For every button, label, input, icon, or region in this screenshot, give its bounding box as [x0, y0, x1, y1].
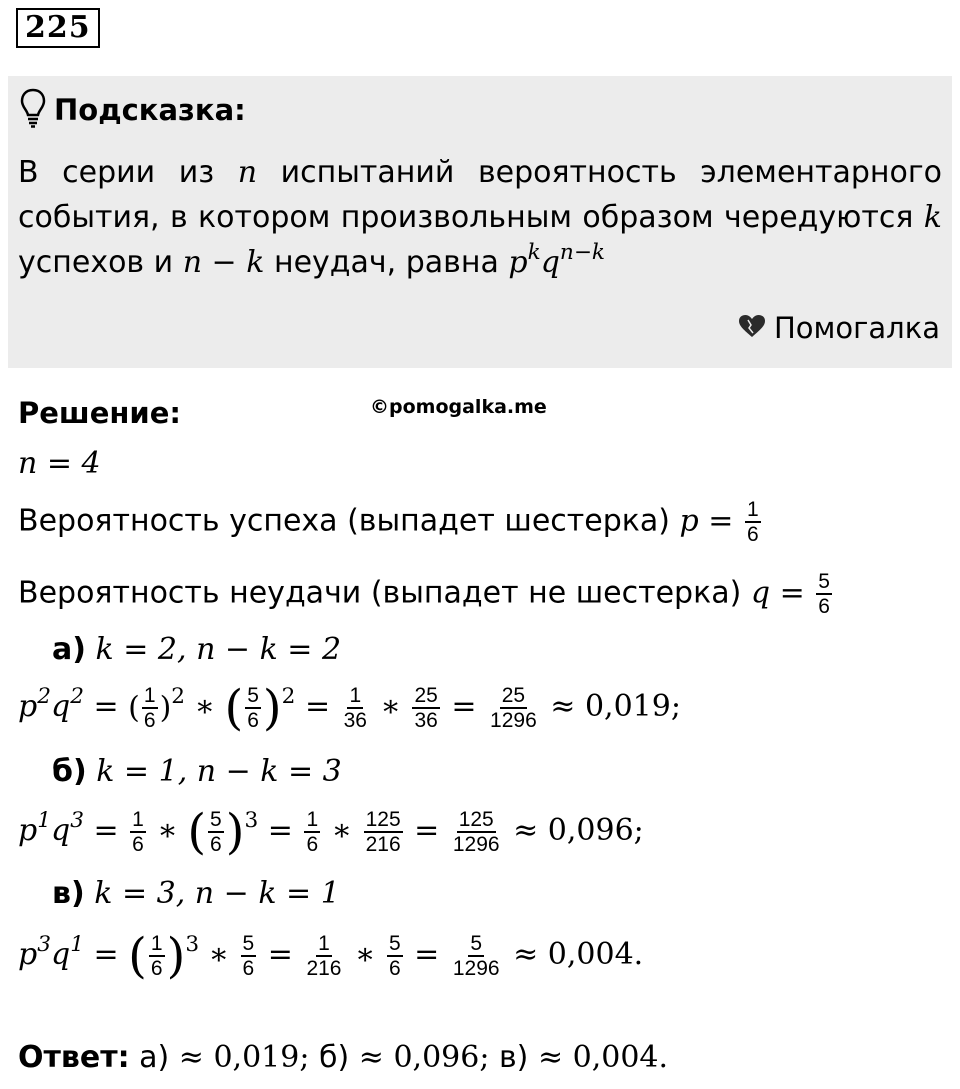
watermark: ©pomogalka.me [370, 396, 547, 418]
hint-brand: Помогалка [738, 311, 940, 345]
case-a-condition: а) k = 2, n − k = 2 [52, 632, 342, 667]
solution-title: Решение: [18, 396, 182, 430]
hint-box [8, 76, 952, 368]
case-a-calculation: $p^2q^2$ = ( $\frac{1}{6}$ )$^2$ ∗ ( $\frac{5}{6}$ )$^2$ = $\frac{1}{36}$ ∗ $\frac{25}{36}$ = $\frac{25}{1296}$ ≈ 0,019; [18, 680, 681, 736]
answer-line: Ответ: а) ≈ 0,019; б) ≈ 0,096; в) ≈ 0,004. [18, 1040, 669, 1075]
problem-number: 225 [16, 8, 100, 48]
case-b-condition: б) k = 1, n − k = 3 [52, 754, 342, 789]
failure-probability: Вероятность неудачи (выпадет не шестерка) q = $\frac{5}{6}$ [18, 570, 830, 618]
heart-icon [738, 311, 774, 345]
hint-text: В серии из n испытаний вероятность элементарного события, в котором произвольным образом чередуются k успехов и n − k неудач, равна $p^kq^{n-k}$ [18, 155, 942, 280]
hint-title: Подсказка: [54, 93, 246, 127]
success-probability: Вероятность успеха (выпадет шестерка) p = $\frac{1}{6}$ [18, 498, 759, 546]
lightbulb-icon [20, 88, 46, 132]
n-value: n = 4 [18, 446, 101, 481]
hint-header [20, 88, 246, 132]
case-c-calculation: $p^3q^1$ = ( $\frac{1}{6}$ )$^3$ ∗ $\frac{5}{6}$ = $\frac{1}{216}$ ∗ $\frac{5}{6}$ = $\frac{5}{1296}$ ≈ 0,004. [18, 928, 644, 984]
case-b-calculation: $p^1q^3$ = $\frac{1}{6}$ ∗ ( $\frac{5}{6}$ )$^3$ = $\frac{1}{6}$ ∗ $\frac{125}{216}$ = $\frac{125}{1296}$ ≈ 0,096; [18, 804, 644, 860]
case-c-condition: в) k = 3, n − k = 1 [52, 876, 340, 911]
